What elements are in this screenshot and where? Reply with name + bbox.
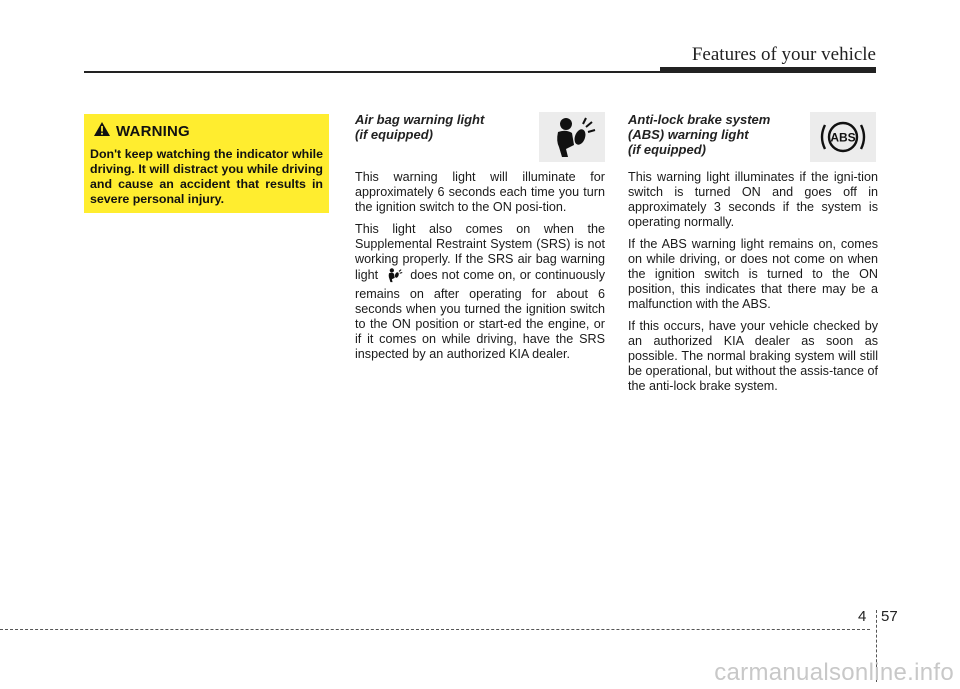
abs-heading-line2: (ABS) warning light (628, 127, 749, 142)
abs-para-2: If the ABS warning light remains on, comes on while driving, or does not come on when the ignition switch is turned to the ON position, this indicates that there may be a malfunction with the ABS. (628, 237, 878, 311)
warning-triangle-icon (94, 122, 110, 141)
abs-para-3: If this occurs, have your vehicle checked by an authorized KIA dealer as soon as possible. The normal braking system will still be operational, but without the assis-tance of the anti-lock brake system. (628, 319, 878, 393)
airbag-para-1: This warning light will illuminate for approximately 6 seconds each time you turn the ignition switch to the ON posi-tion. (355, 170, 605, 214)
chapter-number: 4 (858, 608, 867, 625)
warning-box (84, 114, 329, 213)
abs-heading-line3: (if equipped) (628, 142, 706, 157)
header-rule-accent (660, 67, 876, 73)
page-number: 57 (881, 608, 898, 625)
abs-para-1: This warning light illuminates if the igni-tion switch is turned ON and goes off in approximately 3 seconds if the system is operating normally. (628, 170, 878, 229)
header-title: Features of your vehicle (691, 44, 876, 65)
airbag-para-2-before: This light also comes on when the Supplemental Restraint System (SRS) is not working properly. If the SRS air bag warning light (355, 222, 605, 282)
airbag-heading (355, 112, 605, 142)
airbag-heading-wrap (355, 112, 605, 170)
warning-text: Don't keep watching the indicator while driving. It will distract you while driving and cause an accident that results in severe personal injury. (90, 147, 323, 206)
abs-heading-line1: Anti-lock brake system (628, 112, 771, 127)
footer-rule (0, 629, 870, 630)
abs-heading (628, 112, 878, 157)
abs-section (628, 112, 878, 401)
warning-header (94, 122, 323, 141)
airbag-para-2-after: does not come on, or continuously remains on after operating for about 6 seconds when you turned the ignition switch to the ON position or start-ed the engine, or if it comes on while driving, have the SRS inspected by an authorized KIA dealer. (355, 268, 606, 361)
airbag-section (355, 112, 605, 369)
airbag-inline-icon (384, 267, 404, 287)
abs-heading-wrap (628, 112, 878, 170)
airbag-heading-line1: Air bag warning light (355, 112, 485, 127)
warning-title: WARNING (116, 123, 190, 140)
abs-icon-label: ABS (830, 130, 856, 145)
watermark: carmanualsonline.info (714, 659, 954, 686)
airbag-para-2 (355, 222, 605, 362)
airbag-heading-line2: (if equipped) (355, 127, 433, 142)
